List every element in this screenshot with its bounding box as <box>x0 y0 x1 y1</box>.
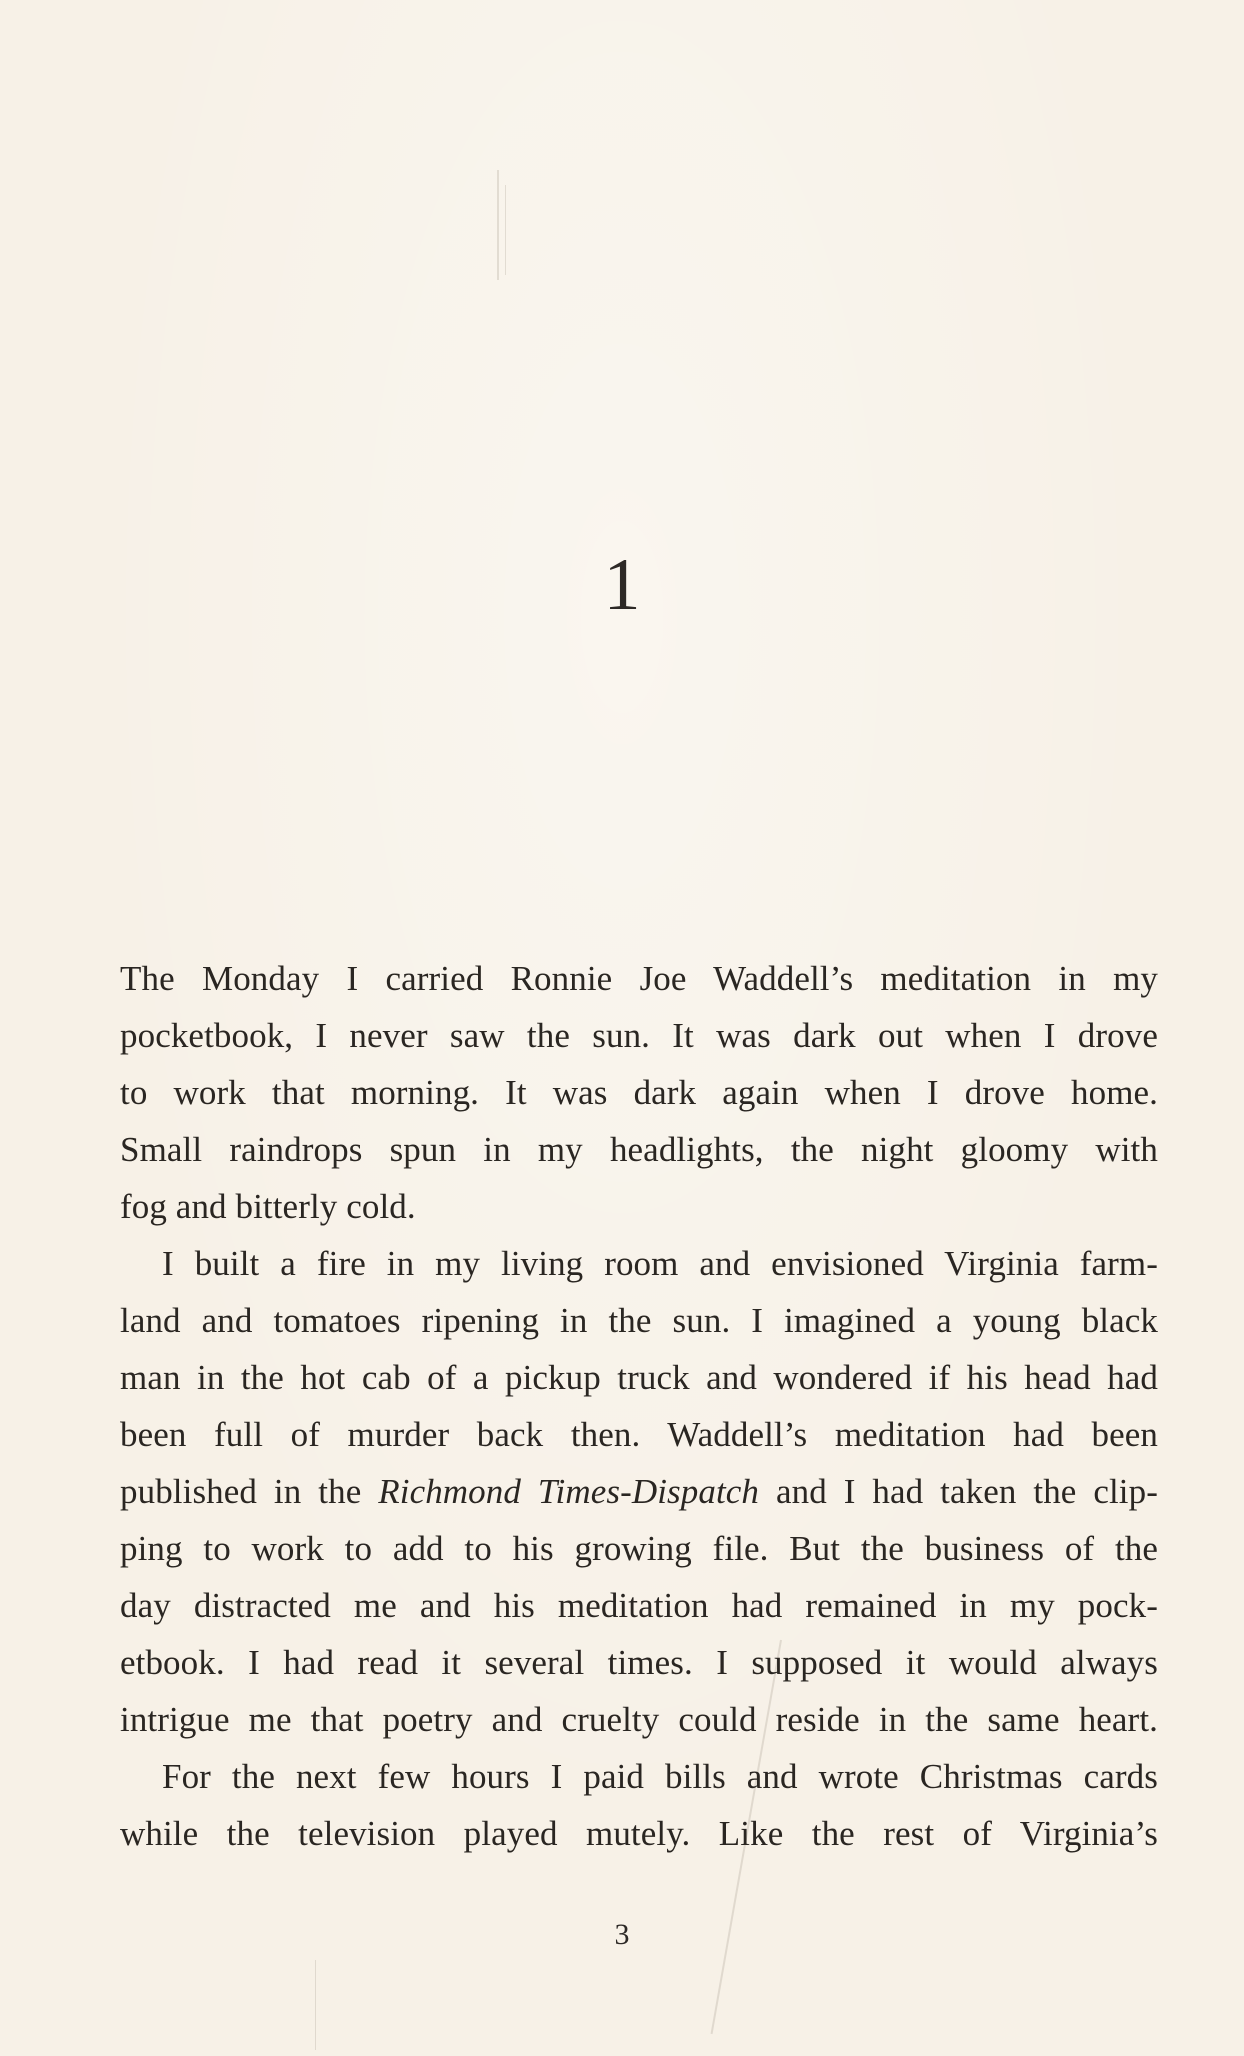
text-line: ping to work to add to his growing file. But the business of the <box>120 1529 1158 1568</box>
newspaper-title: Richmond Times-Dispatch <box>378 1472 760 1511</box>
text-line: been full of murder back then. Waddell’s meditation had been <box>120 1415 1158 1454</box>
text-line: day distracted me and his meditation had remained in my pock- <box>120 1586 1158 1625</box>
paragraph-3 <box>120 1748 1158 1862</box>
page-number: 3 <box>614 1918 630 1951</box>
scan-mark <box>497 170 499 280</box>
text-line: For the next few hours I paid bills and wrote Christmas cards <box>162 1757 1158 1796</box>
text-line: etbook. I had read it several times. I supposed it would always <box>120 1643 1158 1682</box>
text-line: land and tomatoes ripening in the sun. I imagined a young black <box>120 1301 1158 1340</box>
body-text <box>120 950 1158 1862</box>
text-segment: published in the <box>120 1472 379 1511</box>
paragraph-2 <box>120 1235 1158 1748</box>
text-line: fog and bitterly cold. <box>120 1187 416 1226</box>
paragraph-1 <box>120 950 1158 1235</box>
text-line: The Monday I carried Ronnie Joe Waddell’s meditation in my <box>120 959 1158 998</box>
text-line: man in the hot cab of a pickup truck and wondered if his head had <box>120 1358 1158 1397</box>
chapter-number: 1 <box>603 544 641 626</box>
text-line: while the television played mutely. Like the rest of Virginia’s <box>120 1814 1158 1853</box>
text-line: I built a fire in my living room and envisioned Virginia farm- <box>162 1244 1158 1283</box>
text-line: intrigue me that poetry and cruelty could reside in the same heart. <box>120 1700 1158 1739</box>
scan-mark <box>315 1960 316 2050</box>
text-line-with-italic <box>120 1463 1158 1520</box>
text-segment: and I had taken the clip- <box>759 1472 1158 1511</box>
scan-mark <box>505 185 506 275</box>
text-line: to work that morning. It was dark again when I drove home. <box>120 1073 1158 1112</box>
text-line: pocketbook, I never saw the sun. It was dark out when I drove <box>120 1016 1158 1055</box>
text-line: Small raindrops spun in my headlights, the night gloomy with <box>120 1130 1158 1169</box>
